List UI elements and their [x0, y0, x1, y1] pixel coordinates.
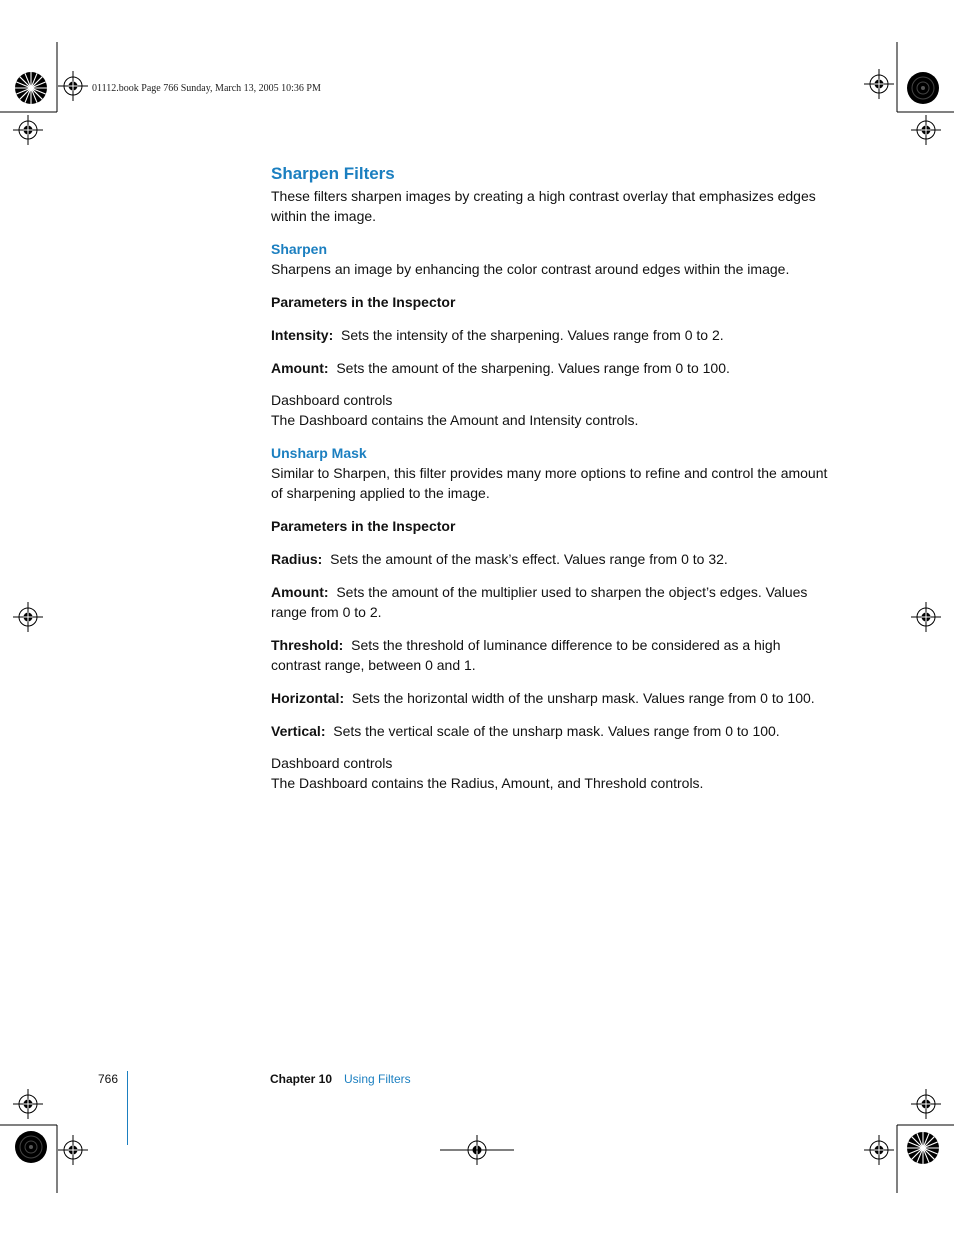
target-wheel-icon	[907, 72, 939, 104]
star-target-icon	[15, 72, 47, 104]
star-target-icon	[907, 1132, 939, 1164]
section-title: Sharpen Filters	[271, 164, 395, 183]
sharpen-dashboard-heading: Dashboard controls	[271, 392, 393, 408]
param-amount	[271, 358, 831, 378]
param-text: Sets the amount of the mask’s effect. Values range from 0 to 32.	[330, 551, 728, 567]
param-radius	[271, 549, 831, 569]
unsharp-description: Similar to Sharpen, this filter provides many more options to refine and control the amount of sharpening applied to the image.	[271, 465, 828, 501]
registration-mark-icon	[58, 71, 88, 101]
param-amount	[271, 582, 831, 622]
param-threshold	[271, 635, 831, 675]
sharpen-inspector-heading: Parameters in the Inspector	[271, 294, 456, 310]
param-text: Sets the intensity of the sharpening. Values range from 0 to 2.	[341, 327, 724, 343]
param-text: Sets the amount of the sharpening. Values range from 0 to 100.	[336, 360, 730, 376]
registration-mark-icon	[864, 1135, 894, 1165]
target-wheel-icon	[15, 1131, 47, 1163]
footer-rule	[127, 1071, 128, 1145]
param-label: Horizontal:	[271, 690, 345, 706]
param-label: Vertical:	[271, 723, 326, 739]
print-slug: 01112.book Page 766 Sunday, March 13, 2005 10:36 PM	[92, 83, 321, 94]
registration-mark-icon	[864, 69, 894, 99]
param-label: Amount:	[271, 360, 329, 376]
registration-mark-icon	[13, 115, 43, 145]
param-intensity	[271, 325, 831, 345]
registration-mark-icon	[911, 1089, 941, 1119]
registration-mark-icon	[911, 602, 941, 632]
sharpen-title: Sharpen	[271, 241, 328, 257]
registration-mark-icon	[13, 1089, 43, 1119]
param-text: Sets the vertical scale of the unsharp mask. Values range from 0 to 100.	[333, 723, 780, 739]
param-label: Amount:	[271, 584, 329, 600]
unsharp-dashboard-text: The Dashboard contains the Radius, Amount, and Threshold controls.	[271, 775, 704, 791]
param-text: Sets the threshold of luminance difference to be considered as a high contrast range, between 0 and 1.	[271, 637, 781, 673]
registration-mark-icon	[58, 1135, 88, 1165]
footer-chapter: Chapter 10	[270, 1072, 333, 1086]
param-text: Sets the horizontal width of the unsharp mask. Values range from 0 to 100.	[351, 690, 815, 706]
footer-chapter-title: Using Filters	[344, 1072, 411, 1086]
param-label: Radius:	[271, 551, 323, 567]
sharpen-description: Sharpens an image by enhancing the color contrast around edges within the image.	[271, 261, 790, 277]
unsharp-inspector-heading: Parameters in the Inspector	[271, 518, 456, 534]
param-label: Intensity:	[271, 327, 334, 343]
param-vertical	[271, 721, 831, 741]
param-text: Sets the amount of the multiplier used to sharpen the object’s edges. Values range from 0 to 2.	[271, 584, 808, 620]
page-number: 766	[98, 1072, 119, 1086]
registration-mark-icon	[911, 115, 941, 145]
unsharp-title: Unsharp Mask	[271, 445, 367, 461]
unsharp-dashboard-heading: Dashboard controls	[271, 755, 393, 771]
param-horizontal	[271, 688, 831, 708]
param-label: Threshold:	[271, 637, 344, 653]
page-content	[271, 162, 831, 793]
sharpen-dashboard-text: The Dashboard contains the Amount and Intensity controls.	[271, 412, 639, 428]
registration-mark-icon	[13, 602, 43, 632]
section-intro: These filters sharpen images by creating a high contrast overlay that emphasizes edges within the image.	[271, 188, 816, 224]
